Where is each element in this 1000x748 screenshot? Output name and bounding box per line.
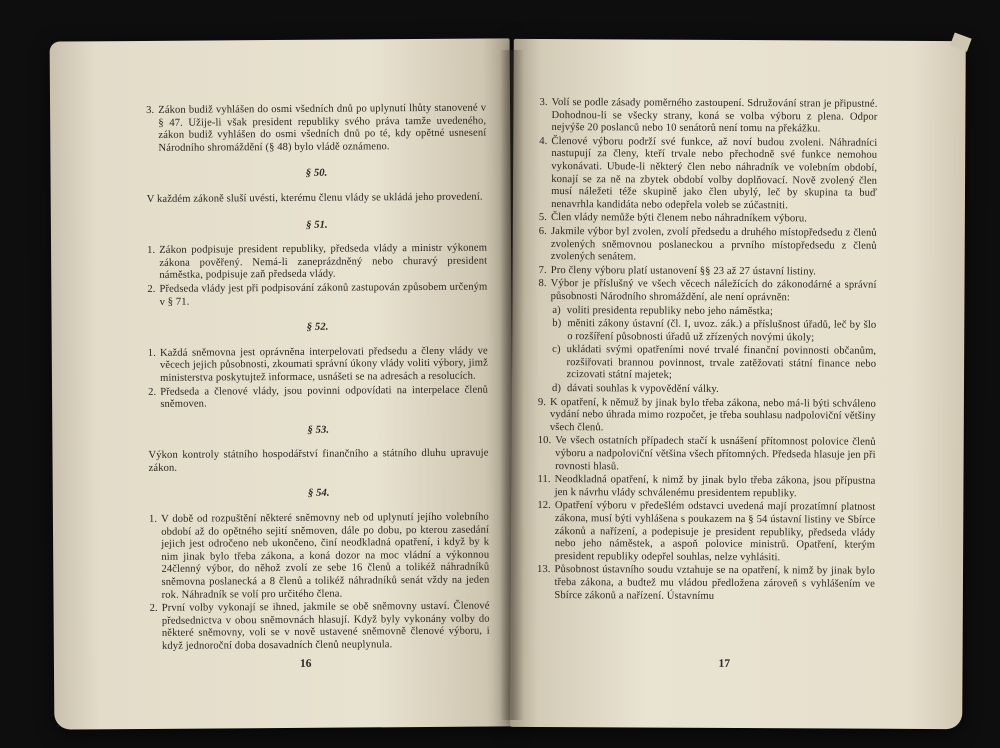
- clause-number: d): [551, 383, 562, 395]
- clause-text: Předseda vlády jest při podpisování zákonů zastupován způsobem určeným v § 71.: [159, 281, 488, 308]
- numbered-clause: [539, 136, 877, 213]
- numbered-clause: [537, 564, 875, 604]
- numbered-clause: [539, 97, 877, 137]
- clause-text: Předseda a členové vlády, jsou povinni odpovídati na interpelace členů sněmoven.: [160, 384, 489, 410]
- numbered-clause: [538, 397, 876, 437]
- clause-number: 1.: [147, 245, 156, 257]
- right-page-content: [537, 97, 878, 605]
- clause-number: 12.: [537, 500, 551, 512]
- left-page-content: [146, 103, 490, 655]
- clause-number: 7.: [538, 264, 547, 276]
- numbered-clause: [147, 243, 487, 283]
- sub-clause: [552, 305, 876, 319]
- open-book: [52, 40, 964, 728]
- clause-number: 5.: [538, 212, 548, 224]
- clause-number: 2.: [148, 386, 157, 398]
- numbered-clause: [150, 601, 490, 654]
- page-number-left: 16: [299, 657, 312, 670]
- clause-text: dávati souhlas k vypovědění války.: [566, 383, 719, 395]
- clause-text: Působnost ústavního soudu vztahuje se na opatření, k nimž by jinak bylo třeba zákona, a budtež mu vládou předložena zároveň s vyhlášením ve Sbírce zákonů a nařízení. Ústavnímu: [554, 564, 876, 602]
- numbered-clause: [146, 103, 486, 156]
- numbered-clause: [539, 265, 877, 279]
- clause-text: měniti zákony ústavní (čl. I, uvoz. zák.) a příslušnost úřadů, leč by šlo o rozšíření působnosti úřadů už zřízených novými úkoly;: [567, 318, 877, 344]
- paragraph: V každém zákoně sluší uvésti, kterému členu vlády se ukládá jeho provedení.: [146, 191, 483, 205]
- clause-number: b): [552, 318, 562, 330]
- clause-text: voliti presidenta republiky nebo jeho náměstka;: [566, 304, 774, 317]
- clause-text: Opatření výboru v předešlém odstavci uvedená mají prozatímní platnost zákona, musí býti vyhlášena s poukazem na § 54 ústavní listiny ve Sbírce zákonů a nařízení, a podepisuje je president republiky, předseda vlády nebo jeho náměstek, a aspoň polovice ministrů. Opatření, kterým president republiky odepřel souhlas, nelze vyhlásiti.: [554, 500, 876, 564]
- right-page: [510, 39, 966, 729]
- sub-clause: [552, 383, 876, 397]
- folded-corner: [950, 32, 972, 51]
- clause-number: 11.: [537, 474, 551, 486]
- numbered-clause: [537, 474, 875, 501]
- clause-number: 1.: [147, 347, 156, 359]
- clause-number: 3.: [539, 96, 548, 108]
- numbered-clause: [148, 345, 488, 385]
- clause-number: 6.: [538, 225, 547, 237]
- numbered-clause: [539, 226, 877, 266]
- numbered-clause: [538, 435, 876, 475]
- paragraph: Výkon kontroly státního hospodářství finančního a státního dluhu upravuje zákon.: [148, 447, 489, 474]
- clause-text: Neodkladná opatření, k nimž by jinak bylo třeba zákona, jsou přípustna jen k návrhu vlády schválenému presidentem republiky.: [554, 474, 876, 500]
- clause-text: První volby vykonají se ihned, jakmile se obě sněmovny ustaví. Členové předsednictva v obou sněmovnách hlasují. Když byly vykonány volby do některé sněmovny, voli se v nově ustavené sněmovně členové výboru, i když jednoroční doba dosavadních členů neuplynula.: [161, 600, 490, 652]
- numbered-clause: [539, 212, 877, 226]
- clause-number: 13.: [536, 564, 551, 576]
- section-heading: § 51.: [306, 219, 328, 231]
- numbered-clause: [537, 500, 875, 565]
- numbered-clause: [149, 512, 490, 603]
- clause-number: 9.: [537, 396, 547, 408]
- section-heading: § 52.: [306, 321, 329, 333]
- clause-number: a): [552, 304, 561, 316]
- clause-text: Volí se podle zásady poměrného zastoupení. Sdružování stran je připustné. Dohodnou-li se všecky strany, koná se volba výboru z plena. Odpor nejvýše 20 poslanců nebo 10 senátorů není tomu na překážku.: [551, 97, 878, 135]
- section-heading: § 50.: [305, 168, 328, 180]
- left-page: [50, 38, 515, 729]
- clause-number: 1.: [148, 513, 158, 525]
- numbered-clause: [148, 384, 488, 412]
- clause-number: 10.: [537, 435, 552, 447]
- clause-text: Jakmile výbor byl zvolen, zvolí předsedu a druhého místopředsedu z členů zvolených sněmovnou poslaneckou a prvního místopředsedu z členů zvolených senátem.: [550, 225, 877, 263]
- clause-text: Zákon budiž vyhlášen do osmi všedních dnů po uplynutí lhůty stanovené v § 47. Užije-li však president republiky svého práva tamže uvedeného, zákon budiž vyhlášen do osmi všedních dnů po té, kdy opětné usnesení Národního shromáždění (§ 48) bylo vládě oznámeno.: [158, 102, 487, 154]
- clause-number: c): [552, 344, 561, 356]
- clause-text: K opatření, k němuž by jinak bylo třeba zákona, nebo má-li býti schváleno vydání nebo úhrada mimo rozpočet, je třeba souhlasu nadpoloviční většiny všech členů.: [549, 396, 876, 434]
- section-heading: § 54.: [307, 488, 330, 500]
- sub-clause: [552, 318, 876, 345]
- clause-number: 2.: [147, 283, 156, 295]
- clause-text: V době od rozpuštění některé sněmovny neb od uplynutí jejího volebního období až do opětného sejití sněmoven, dále po dobu, po kterou zasedání jejich jest odročeno neb ukončeno, činí neodkladná opatření, i když by k nim jinak bylo třeba zákona, a koná dozor na moc vládní a výkonnou 24členný výbor, do něhož zvolí ze sebe 16 členů a tolikéž náhradníků sněmovna poslanecká a 8 členů a tolikéž náhradníků senát vždy na jeden rok. Náhradník se volí pro určitého člena.: [161, 511, 490, 601]
- numbered-clause: [538, 278, 876, 305]
- clause-number: 3.: [146, 104, 155, 116]
- clause-text: Člen vlády nemůže býti členem nebo náhradníkem výboru.: [550, 212, 808, 225]
- clause-text: Pro členy výboru platí ustanovení §§ 23 až 27 ústavní listiny.: [550, 264, 817, 278]
- page-number-right: 17: [718, 657, 731, 670]
- clause-text: Každá sněmovna jest oprávněna interpelovati předsedu a členy vlády ve věcech jejich působnosti, zkoumati správní úkony vlády voliti výbory, jimž ministerstva poskytujtež informace, usnášeti se na adresách a resolucích.: [159, 345, 488, 384]
- clause-text: ukládati svými opatřeními nové trvalé finanční povinnosti občanům, rozšiřovati brannou povinnost, trvale zatěžovati státní finance nebo zcizovati státní majetek;: [566, 344, 877, 382]
- clause-text: Výbor je příslušný ve všech věcech náležících do zákonodárné a správní působnosti Národního shromáždění, ale není oprávněn:: [550, 278, 877, 304]
- clause-number: 8.: [538, 278, 547, 290]
- clause-number: 2.: [149, 603, 158, 615]
- clause-text: Zákon podpisuje president republiky, předseda vlády a ministr výkonem zákona pověřený. Nemá-li zaneprázdněný nebo churavý president náměstka, podpisuje zaň předseda vlády.: [159, 242, 488, 282]
- clause-text: Ve všech ostatních případech stačí k usnášení přítomnost polovice členů výboru a nadpoloviční většina všech přítomných. Předseda hlasuje jen při rovnosti hlasů.: [555, 435, 876, 473]
- sub-clause: [552, 344, 876, 383]
- clause-text: Členové výboru podrží své funkce, až noví budou zvoleni. Náhradníci nastupují za členy, kteří trvale nebo přechodně své funkce nemohou vykonávati. Ubude-li některý člen nebo náhradník ve volebním období, konají se za ně na zbytek období volby doplňovací. Nově zvolený člen musí náležeti téže skupině jako člen ubylý, leč by skupina ta buď nenavrhla kandidáta nebo odepřela voleb se zúčastniti.: [551, 135, 878, 212]
- section-heading: § 53.: [307, 424, 330, 436]
- numbered-clause: [147, 282, 487, 310]
- clause-number: 4.: [539, 135, 548, 147]
